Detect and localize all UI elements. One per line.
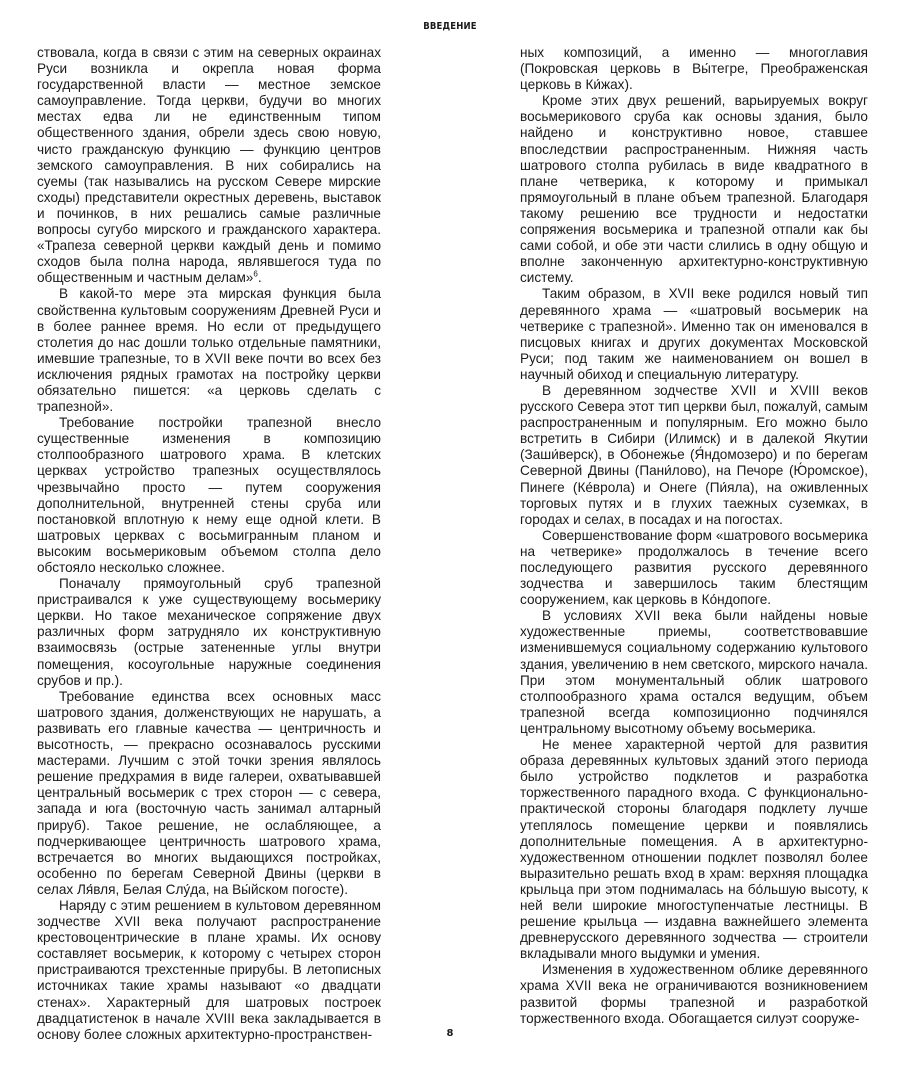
paragraph: Совершенствование форм «шатрового восьмерика на четверике» продолжалось в течение всего последующего развития русского деревянного зодчества и завершилось таким блестящим сооружением, как церковь в Ко́ндопоге.	[520, 527, 868, 608]
paragraph: Таким образом, в XVII веке родился новый тип деревянного храма — «шатровый восьмерик на четверике с трапезной». Именно так он именовался в писцовых книгах и других документах Московской Руси; под таким же наименованием он вошел в научный обиход и специальную литературу.	[520, 286, 868, 382]
paragraph: В условиях XVII века были найдены новые художественные приемы, соответствовавшие изменившемуся социальному содержанию культового здания, увеличению в нем светского, мирского начала. При этом монументальный облик шатрового столпообразного храма остался ведущим, объем трапезной всегда композиционно подчинялся центральному высотному объему восьмерика.	[520, 608, 868, 736]
paragraph-text: ствовала, когда в связи с этим на северных окраинах Руси возникла и окрепла новая форма государственной власти — местное земское самоуправление. Тогда церкви, будучи во многих местах едва ли не единственным типом общественного здания, обрели здесь свою новую, чисто гражданскую функцию — функцию центров земского самоуправления. В них собирались на суемы (так назывались на русском Севере мирские сходы) представители окрестных деревень, выставок и починков, в них решались самые различные вопросы сугубо мирского и гражданского характера. «Трапеза северной церкви каждый день и помимо сходов была полна народа, являвшегося туда по общественным и частным делам»	[37, 45, 381, 286]
paragraph: Требование постройки трапезной внесло существенные изменения в композицию столпообразного шатрового храма. В клетских церквах устройство трапезных осуществлялось чрезвычайно просто — путем сооружения дополнительной, внутренней стены сруба или постановкой вплотную к нему еще одной клети. В шатровых церквах с восьмигранным планом и высоким восьмериковым объемом столпа дело обстояло несколько сложнее.	[37, 415, 381, 575]
paragraph: ных композиций, а именно — многоглавия (Покровская церковь в Вы́тегре, Преображенская церковь в Ки́жах).	[520, 45, 868, 93]
paragraph: В какой-то мере эта мирская функция была свойственна культовым сооружениям Древней Руси и в более раннее время. Но если от предыдущего столетия до нас дошли только отдельные памятники, имевшие трапезные, то в XVII веке почти во всех без исключения рядных грамотах на постройку церкви обязательно пишется: «а церковь сделать с трапезной».	[37, 286, 381, 415]
running-header: ВВЕДЕНИЕ	[423, 21, 477, 32]
page-number: 8	[446, 1028, 454, 1039]
paragraph: Требование единства всех основных масс шатрового здания, долженствующих не нарушать, а развивать его главные качества — центричность и высотность, — прекрасно осознавалось русскими мастерами. Лучшим с этой точки зрения являлось решение предхрамия в виде галереи, охватывавшей центральный восьмерик с трех сторон — с севера, запада и юга (восточную часть занимал алтарный прируб). Такое решение, не ослабляющее, а подчеркивающее центричность шатрового храма, встречается во многих выдающихся постройках, особенно по берегам Северной Двины (церкви в селах Ля́вля, Белая Слу́да, на Вы́йском погосте).	[37, 688, 381, 897]
left-text-column	[37, 45, 381, 1043]
paragraph: Изменения в художественном облике деревянного храма XVII века не ограничиваются возникновением развитой формы трапезной и разработкой торжественного входа. Обогащается силуэт сооруже-	[520, 962, 868, 1026]
paragraph-tail: .	[257, 270, 262, 286]
paragraph: Поначалу прямоугольный сруб трапезной пристраивался к уже существующему восьмерику церкви. Но такое механическое сопряжение двух различных форм затрудняло их конструктивную взаимосвязь (острые затененные углы внутри помещения, косоугольные наружные соединения срубов и пр.).	[37, 576, 381, 688]
paragraph: Не менее характерной чертой для развития образа деревянных культовых зданий этого периода было устройство подклетов и разработка торжественного парадного входа. С функционально-практической стороны благодаря подклету лучше утеплялось помещение церкви и появлялись дополнительные помещения. А в архитектурно-художественном отношении подклет позволял более выразительно решать вход в храм: верхняя площадка крыльца при этом поднималась на бо́льшую высоту, к ней вели широкие многоступенчатые лестницы. В решение крыльца — издавна важнейшего элемента древнерусского деревянного зодчества — строители вкладывали много выдумки и умения.	[520, 737, 868, 962]
footnote-marker[interactable]: 6	[253, 269, 258, 279]
paragraph	[37, 45, 381, 286]
right-text-column	[520, 45, 868, 1027]
paragraph: Наряду с этим решением в культовом деревянном зодчестве XVII века получают распространение крестовоцентрические в плане храмы. Их основу составляет восьмерик, к которому с четырех сторон пристраиваются трехстенные прирубы. В летописных источниках такие храмы называют «о двадцати стенах». Характерный для шатровых построек двадцатистенок в начале XVIII века закладывается в основу более сложных архитектурно-пространствен-	[37, 897, 381, 1042]
paragraph: Кроме этих двух решений, варьируемых вокруг восьмерикового сруба как основы здания, было найдено и конструктивно новое, ставшее впоследствии распространенным. Нижняя часть шатрового столпа рубилась в виде квадратного в плане четверика, к которому и примыкал прямоугольный в плане объем трапезной. Благодаря такому решению все трудности и недостатки сопряжения восьмерика и трапезной отпали как бы сами собой, и обе эти части слились в одну общую и вполне законченную архитектурно-конструктивную систему.	[520, 93, 868, 286]
paragraph: В деревянном зодчестве XVII и XVIII веков русского Севера этот тип церкви был, пожалуй, самым распространенным и популярным. Его можно было встретить в Сибири (Илимск) и в далекой Якутии (Заши́верск), в Обонежье (Я́ндомозеро) и по берегам Северной Двины (Пани́лово), на Печоре (Ю́ромское), Пинеге (Ке́врола) и Онеге (Пи́яла), на оживленных торговых путях и в глухих таежных суземках, в городах и селах, в посадах и на погостах.	[520, 382, 868, 527]
